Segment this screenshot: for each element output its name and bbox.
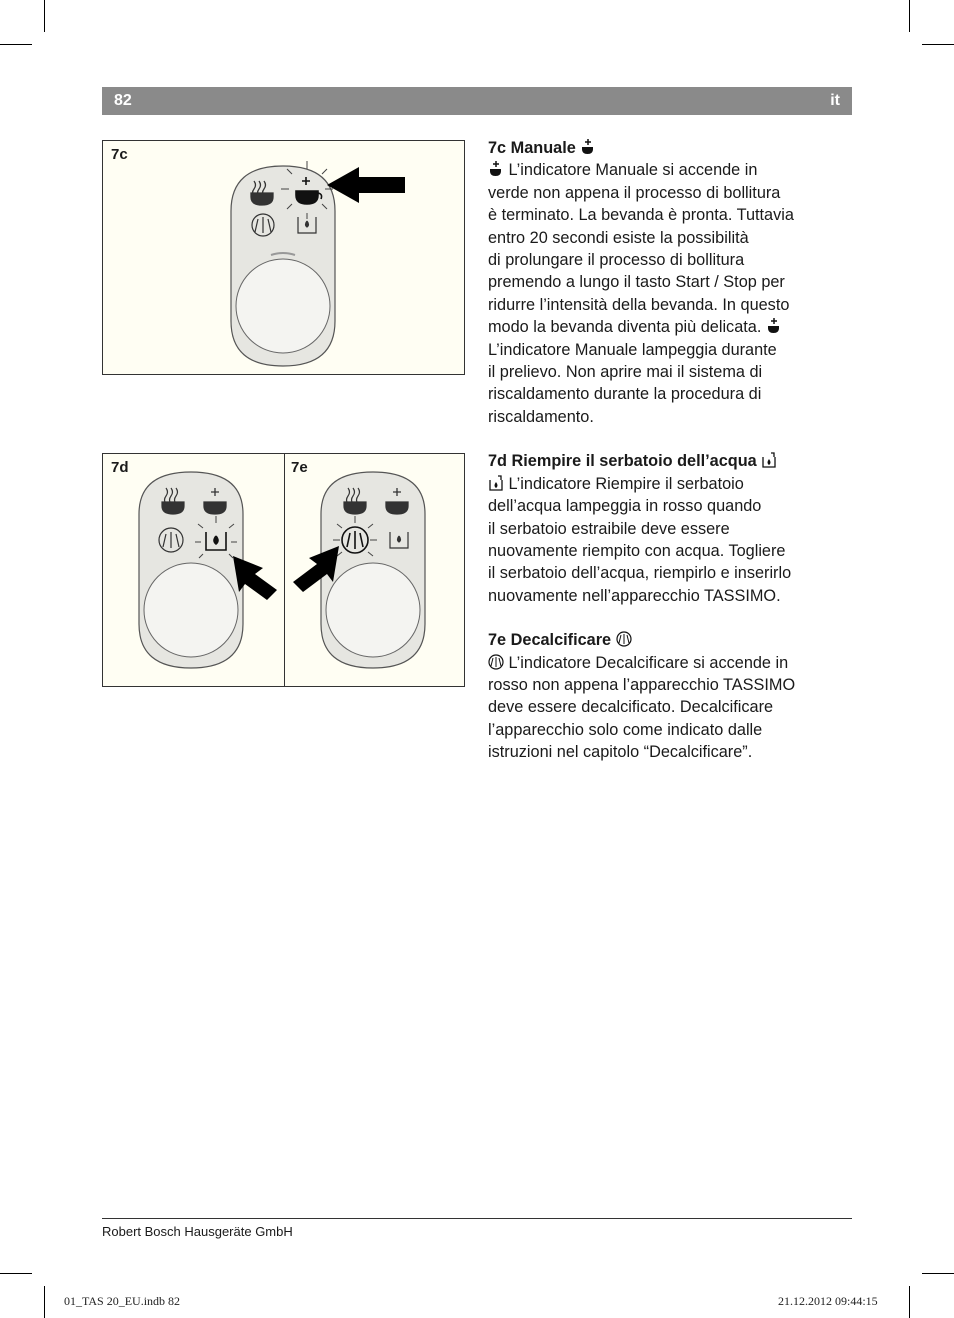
manual-cup-icon bbox=[580, 139, 596, 155]
slug-left: 01_TAS 20_EU.indb 82 bbox=[64, 1294, 181, 1308]
water-tank-icon bbox=[488, 475, 504, 491]
crop-mark bbox=[44, 0, 45, 32]
machine-panel-7c bbox=[103, 141, 466, 376]
crop-mark bbox=[909, 1286, 910, 1318]
manual-cup-icon bbox=[488, 161, 504, 177]
crop-mark bbox=[44, 1286, 45, 1318]
paragraph-7e: L’indicatore Decalcificare si accende in rosso non appena l’apparecchio TASSIMO deve essere decalcificato. Decalcificare l’apparecchio solo come indicato dalle istruzioni nel capitolo “Decalcificare”. bbox=[488, 653, 796, 762]
section-heading-7d: 7d Riempire il serbatoio dell’acqua bbox=[488, 450, 848, 472]
crop-mark bbox=[0, 44, 32, 45]
text-column bbox=[488, 137, 848, 764]
footer-company: Robert Bosch Hausgeräte GmbH bbox=[102, 1224, 293, 1239]
machine-panel-7d bbox=[103, 454, 283, 688]
water-tank-icon bbox=[761, 452, 777, 468]
decalcify-icon bbox=[616, 631, 632, 647]
paragraph-7c: L’indicatore Manuale si accende in verde non appena il processo di bollitura è terminato. La bevanda è pronta. Tuttavia entro 20 secondi esiste la possibilità di prolungare il processo di bollitura premendo a lungo il tasto Start / Stop per ridurre l’intensità della bevanda. In questo modo la bevanda diventa più delicata. L’indicatore Manuale lampeggia durante il prelievo. Non aprire mai il sistema di riscaldamento durante la procedura di riscaldamento. bbox=[488, 161, 794, 426]
footer-rule bbox=[102, 1218, 852, 1219]
section-heading-7c: 7c Manuale bbox=[488, 137, 848, 159]
crop-mark bbox=[909, 0, 910, 32]
figure-7c bbox=[102, 140, 465, 375]
language-code: it bbox=[830, 92, 840, 109]
page-number: 82 bbox=[114, 92, 132, 109]
crop-mark bbox=[922, 44, 954, 45]
crop-mark bbox=[0, 1273, 32, 1274]
figure-label: 7d bbox=[111, 459, 129, 476]
paragraph-7d: L’indicatore Riempire il serbatoio dell’acqua lampeggia in rosso quando il serbatoio estraibile deve essere nuovamente riempito con acqua. Togliere il serbatoio dell’acqua, riempirlo e inserirlo nuovamente nell’apparecchio TASSIMO. bbox=[488, 474, 792, 605]
figure-label: 7c bbox=[111, 146, 128, 163]
section-heading-7e: 7e Decalcificare bbox=[488, 629, 848, 651]
figure-label: 7e bbox=[291, 459, 308, 476]
figure-7d-7e bbox=[102, 453, 465, 687]
pointer-arrow-icon bbox=[327, 167, 405, 203]
machine-panel-7e bbox=[285, 454, 465, 688]
decalcify-icon bbox=[488, 654, 504, 670]
crop-mark bbox=[922, 1273, 954, 1274]
page-header bbox=[102, 87, 852, 115]
manual-cup-icon bbox=[766, 318, 782, 334]
slug-right: 21.12.2012 09:44:15 bbox=[778, 1294, 878, 1308]
